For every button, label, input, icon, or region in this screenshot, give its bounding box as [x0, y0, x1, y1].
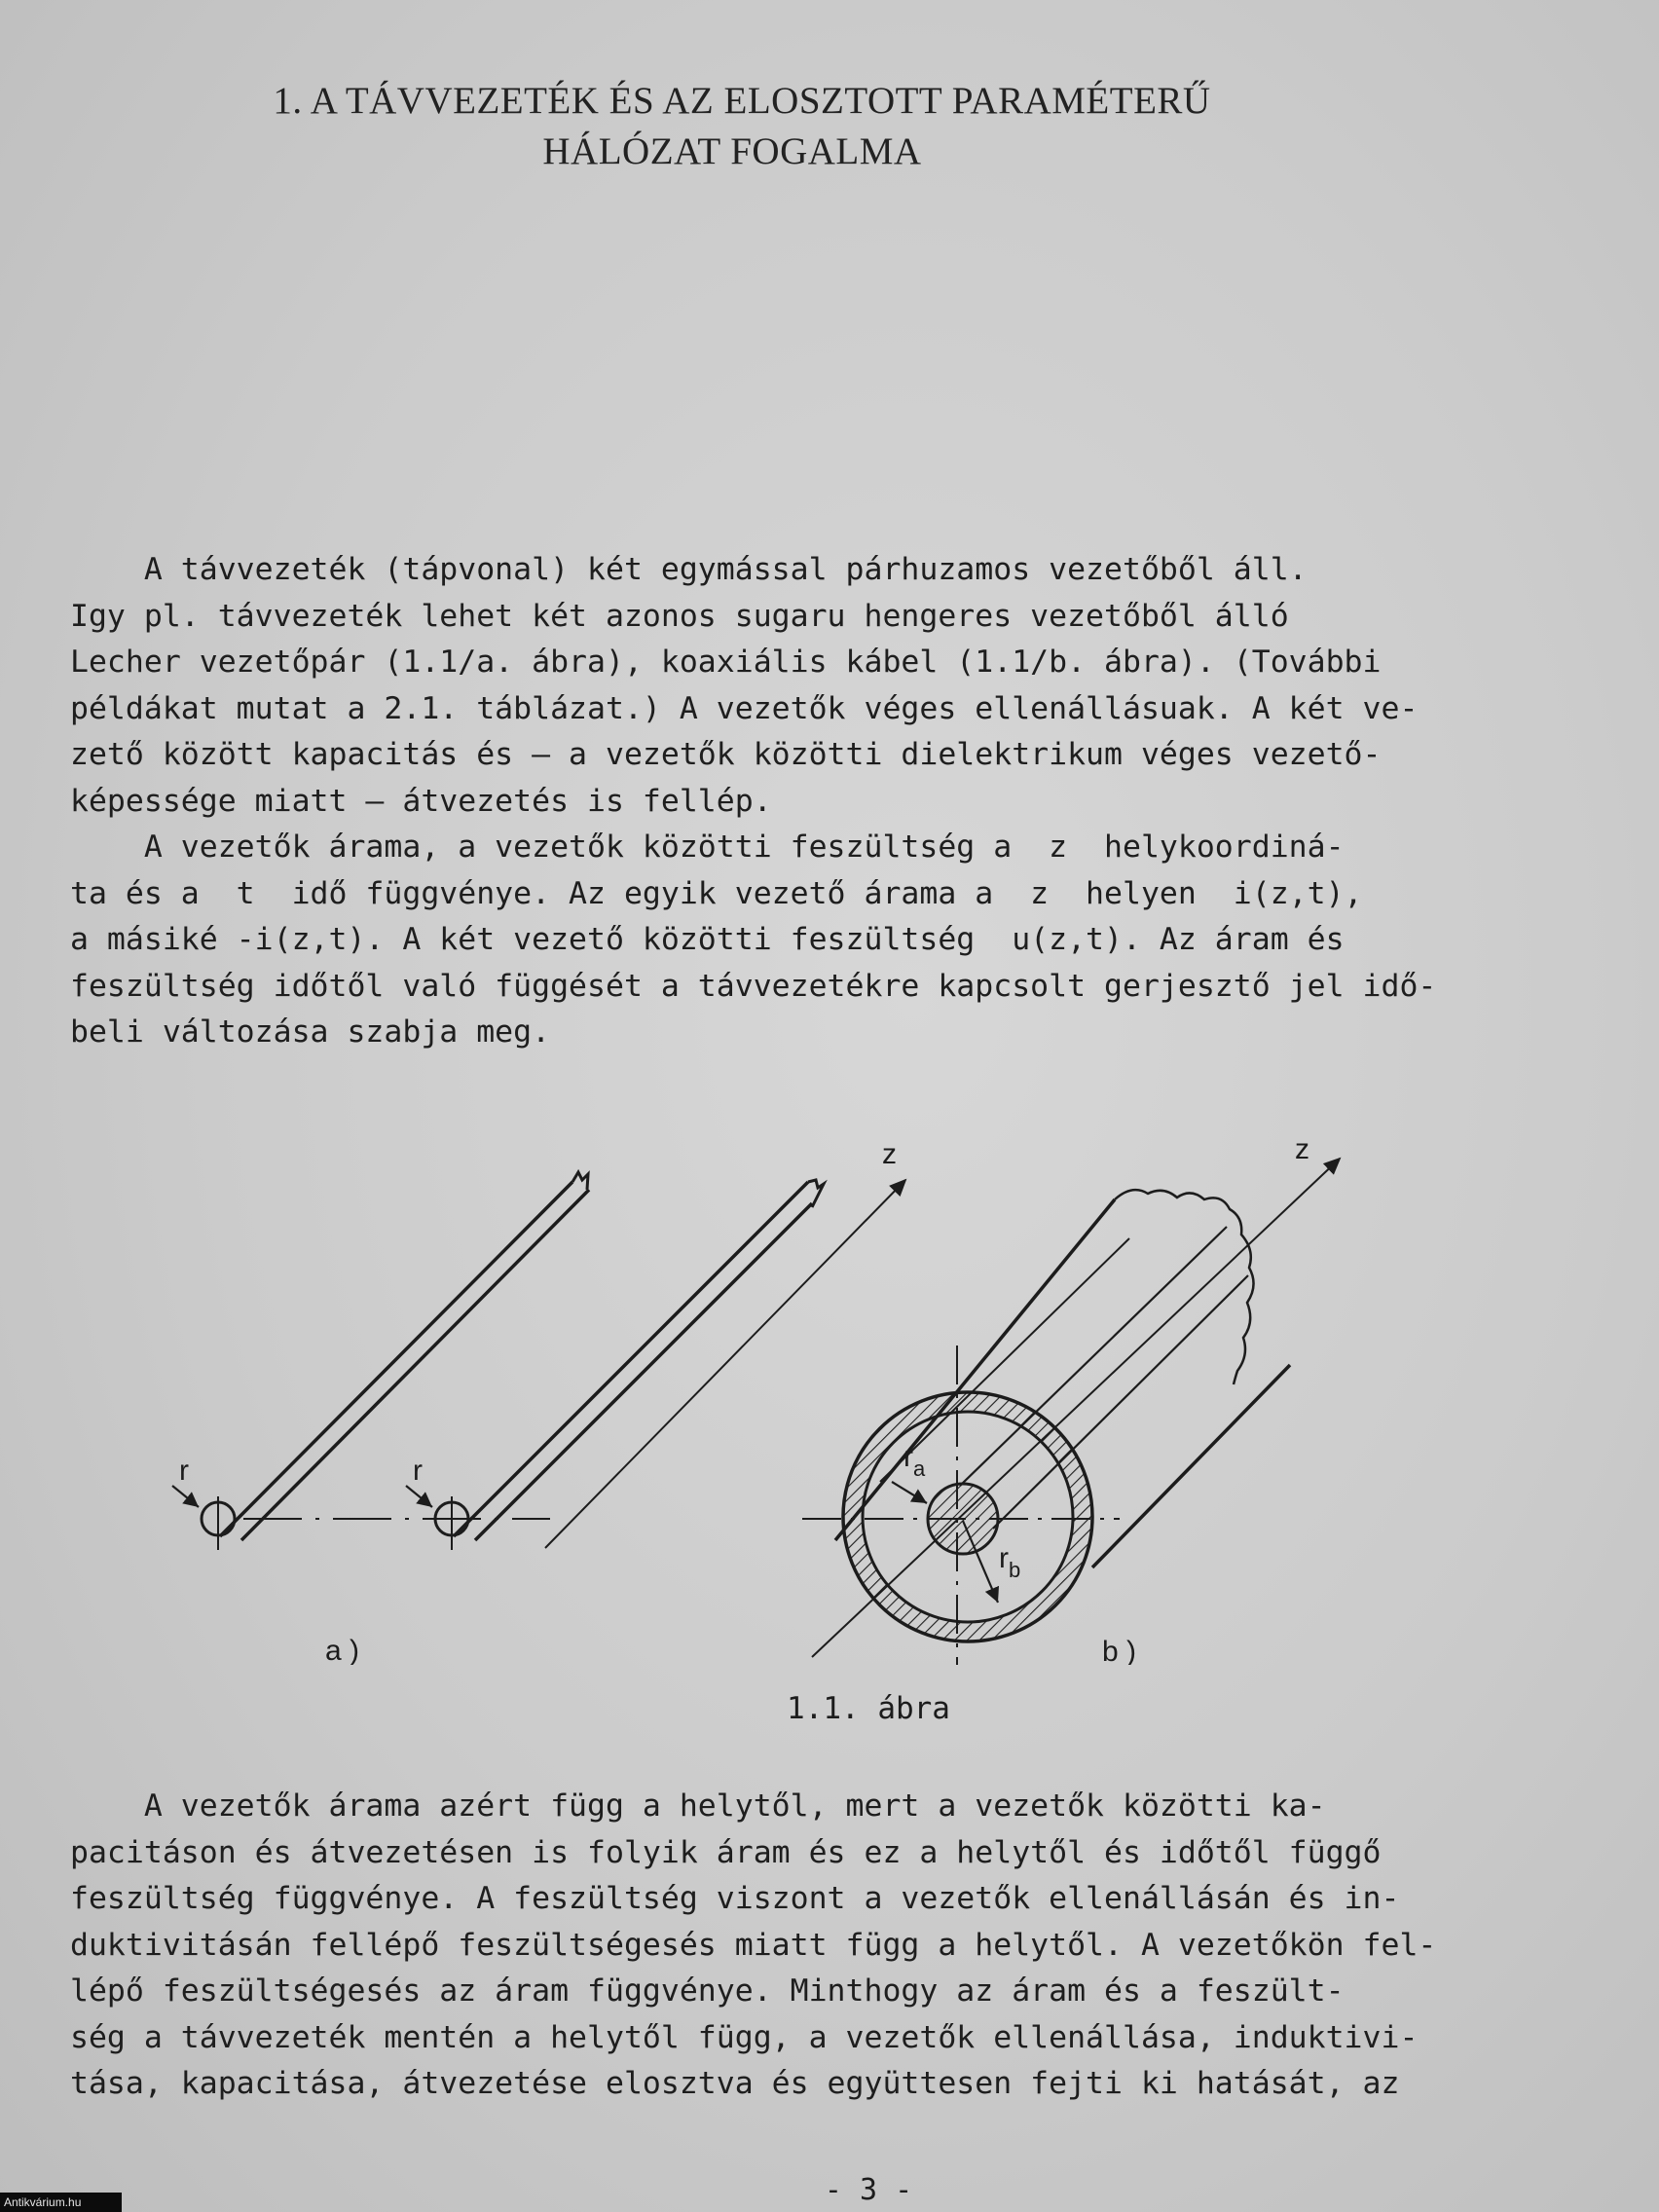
- z-axis-b: [812, 1159, 1340, 1657]
- text-line: ta és a t idő függvénye. Az egyik vezető árama a z helyen i(z,t),: [70, 875, 1363, 911]
- conductor-1-edge: [241, 1190, 589, 1540]
- text-line: ség a távvezeték mentén a helytől függ, a vezetők ellenállása, induktivi-: [70, 2019, 1419, 2055]
- paragraph-3: [70, 1784, 1437, 2108]
- radius-arrow-ra: [892, 1482, 927, 1503]
- text-line: A távvezeték (tápvonal) két egymással párhuzamos vezetőből áll.: [70, 552, 1308, 587]
- text-line: Igy pl. távvezeték lehet két azonos sugaru hengeres vezetőből álló: [70, 598, 1289, 634]
- text-line: pacitáson és átvezetésen is folyik áram és ez a helytől és időtől függő: [70, 1834, 1382, 1870]
- text-line: A vezetők árama azért függ a helytől, mert a vezetők közötti ka-: [70, 1788, 1326, 1824]
- conductor-1-edge: [220, 1182, 572, 1536]
- lecher-pair-diagram: [172, 1172, 905, 1550]
- conductor-2-edge: [454, 1182, 808, 1536]
- text-line: feszültség időtől való függését a távvezetékre kapcsolt gerjesztő jel idő-: [70, 968, 1437, 1004]
- outer-inner-surface: [880, 1238, 1129, 1482]
- label-ra-main: r: [903, 1441, 913, 1473]
- label-rb-main: r: [999, 1542, 1009, 1574]
- sublabel-b: b ): [1102, 1636, 1137, 1665]
- watermark: Antikvárium.hu: [0, 2193, 122, 2212]
- text-line: képessége miatt – átvezetés is fellép.: [70, 783, 772, 819]
- chapter-title-line-2: HÁLÓZAT FOGALMA: [542, 130, 922, 172]
- label-z-a: z: [882, 1138, 897, 1170]
- paragraph-1: [70, 547, 1433, 825]
- label-ra-sub: a: [913, 1456, 926, 1481]
- chapter-title: [0, 76, 1659, 177]
- text-line: zető között kapacitás és – a vezetők közötti dielektrikum véges vezető-: [70, 737, 1382, 772]
- text-line: A vezetők árama, a vezetők közötti feszültség a z helykoordiná-: [70, 830, 1345, 865]
- text-line: Lecher vezetőpár (1.1/a. ábra), koaxiális kábel (1.1/b. ábra). (További: [70, 645, 1382, 680]
- label-rb-sub: b: [1009, 1558, 1021, 1582]
- conductor-1-break: [572, 1172, 588, 1190]
- inner-conductor-edge: [960, 1227, 1227, 1486]
- text-line: tása, kapacitása, átvezetése elosztva és együttesen fejti ki hatását, az: [70, 2066, 1400, 2101]
- label-r-right: r: [413, 1455, 423, 1487]
- label-rb: [999, 1542, 1020, 1582]
- paragraph-2: [70, 825, 1437, 1056]
- page-number: - 3 -: [824, 2173, 913, 2207]
- text-line: lépő feszültségesés az áram függvénye. Minthogy az áram és a feszült-: [70, 1973, 1345, 2009]
- label-z-b: z: [1295, 1133, 1309, 1165]
- text-line: példákat mutat a 2.1. táblázat.) A vezetők véges ellenállásuak. A két ve-: [70, 690, 1419, 726]
- cylinder-break-outline: [1115, 1190, 1254, 1384]
- label-r-left: r: [179, 1455, 189, 1487]
- chapter-title-line-1: 1. A TÁVVEZETÉK ÉS AZ ELOSZTOTT PARAMÉTERŰ: [273, 80, 1211, 122]
- sublabel-a: a ): [325, 1635, 360, 1665]
- text-line: duktivitásán fellépő feszültségesés miatt függ a helytől. A vezetőkön fel-: [70, 1927, 1437, 1963]
- figure-drawing: [136, 1120, 1412, 1665]
- figure-1-1: [136, 1120, 1412, 1665]
- inner-conductor-edge: [993, 1275, 1248, 1529]
- cylinder-outer-edge: [1092, 1365, 1290, 1567]
- coaxial-cable-diagram: [802, 1159, 1340, 1665]
- text-line: a másiké -i(z,t). A két vezető közötti feszültség u(z,t). Az áram és: [70, 922, 1345, 957]
- text-line: feszültség függvénye. A feszültség viszont a vezetők ellenállásán és in-: [70, 1881, 1400, 1916]
- radius-arrow-a-left: [172, 1486, 199, 1507]
- radius-arrow-a-right: [406, 1486, 432, 1507]
- figure-caption: 1.1. ábra: [787, 1691, 950, 1726]
- text-line: beli változása szabja meg.: [70, 1014, 551, 1050]
